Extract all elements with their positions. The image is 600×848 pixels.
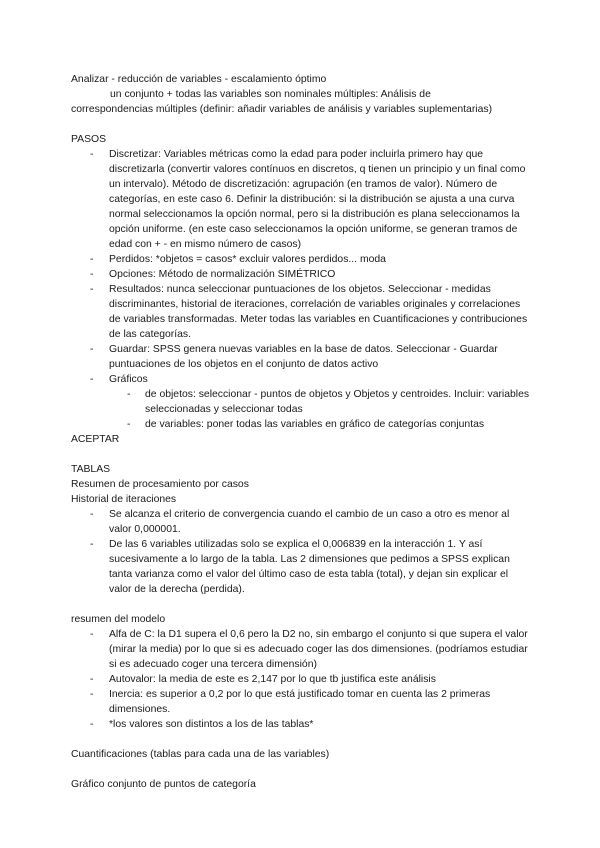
bullet-dash: - (90, 719, 94, 730)
grafico-conjunto: Gráfico conjunto de puntos de categoría (71, 779, 256, 790)
aceptar: ACEPTAR (71, 434, 120, 445)
paso-guardar: Guardar: SPSS genera nuevas variables en la base de datos. Seleccionar - Guardar puntuaciones de los objetos en el conjunto de datos activo (109, 344, 498, 370)
subheading-line-1: un conjunto + todas las variables son nominales múltiples: Análisis de (110, 89, 431, 100)
historial-item: Se alcanza el criterio de convergencia cuando el cambio de un caso a otro es menor al valor 0,000001. (109, 509, 510, 535)
graficos-objetos: de objetos: seleccionar - puntos de objetos y Objetos y centroides. Incluir: variables seleccionadas y seleccionar todas (145, 389, 530, 415)
pasos-title: PASOS (71, 134, 107, 145)
resumen-modelo: resumen del modelo (71, 614, 166, 625)
bullet-dash: - (90, 344, 94, 355)
modelo-item: Alfa de C: la D1 supera el 0,6 pero la D2 no, sin embargo el conjunto si que supera el valor (mirar la media) por lo que si es adecuado coger las dos dimensiones. (podríamos estudiar si es adecuado coger una tercera dimensión) (109, 629, 528, 670)
modelo-item: Autovalor: la media de este es 2,147 por lo que tb justifica este análisis (109, 674, 436, 685)
bullet-dash: - (90, 689, 94, 700)
paso-discretizar: Discretizar: Variables métricas como la edad para poder incluirla primero hay que discretizarla (convertir valores contínuos en discretos, q tienen un principio y un final como un intervalo). Método de discretización: agrupación (en tramos de valor). Número de categorías, en este caso 6. Definir la distribución: si la distribución se ajusta a una curva normal seleccionamos la opción normal, pero si la distribución es plana seleccionamos la opción uniforme. (en este caso seleccionamos la opción uniforme, se generan tramos de edad con + - en mismo número de casos) (109, 149, 526, 250)
subheading-line-2: correspondencias múltiples (definir: añadir variables de análisis y variables suplementarias) (71, 104, 493, 115)
paso-graficos: Gráficos (109, 374, 148, 385)
bullet-dash: - (90, 284, 94, 295)
bullet-dash: - (90, 374, 94, 385)
historial-item: De las 6 variables utilizadas solo se explica el 0,006839 en la interacción 1. Y así sucesivamente a lo largo de la tabla. Las 2 dimensiones que pedimos a SPSS explican tanta varianza como el valor del último caso de esta tabla (total), y dejan sin explicar el valor de la derecha (perdida). (109, 539, 510, 595)
historial-title: Historial de iteraciones (71, 494, 177, 505)
paso-perdidos: Perdidos: *objetos = casos* excluir valores perdidos... moda (109, 254, 386, 265)
modelo-item: *los valores son distintos a los de las tablas* (109, 719, 314, 730)
bullet-dash: - (90, 269, 94, 280)
bullet-dash: - (90, 674, 94, 685)
cuantificaciones: Cuantificaciones (tablas para cada una de las variables) (71, 749, 330, 760)
bullet-dash: - (90, 254, 94, 265)
bullet-dash: - (90, 509, 94, 520)
bullet-dash: - (90, 149, 94, 160)
paso-opciones: Opciones: Método de normalización SIMÉTRICO (109, 269, 336, 280)
paso-resultados: Resultados: nunca seleccionar puntuaciones de los objetos. Seleccionar - medidas discriminantes, historial de iteraciones, correlación de variables originales y correlaciones de variables transformadas. Meter todas las variables en Cuantificaciones y contribuciones de las categorías. (109, 284, 528, 340)
resumen-casos: Resumen de procesamiento por casos (71, 479, 249, 490)
bullet-dash: - (127, 389, 131, 400)
modelo-item: Inercia: es superior a 0,2 por lo que está justificado tomar en cuenta las 2 primeras dimensiones. (109, 689, 491, 715)
bullet-dash: - (90, 539, 94, 550)
heading: Analizar - reducción de variables - escalamiento óptimo (71, 74, 327, 85)
graficos-variables: de variables: poner todas las variables en gráfico de categorías conjuntas (145, 419, 485, 430)
tablas-title: TABLAS (71, 464, 111, 475)
bullet-dash: - (90, 629, 94, 640)
bullet-dash: - (127, 419, 131, 430)
